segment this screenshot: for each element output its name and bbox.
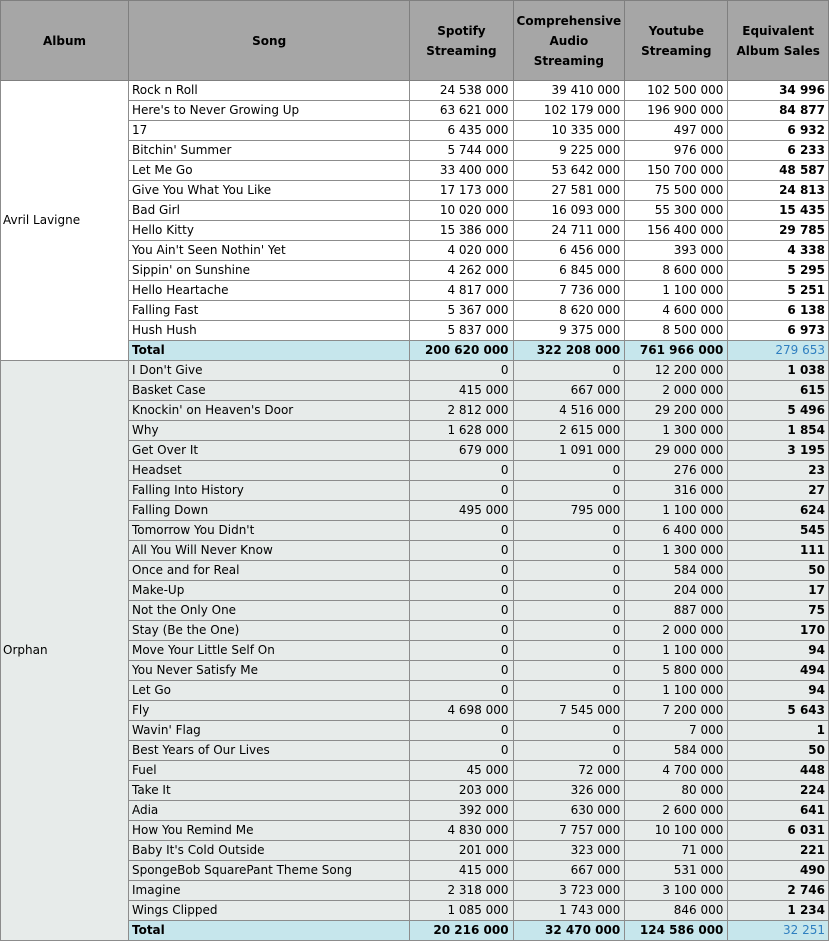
spotify-cell: 0 [410,541,513,561]
cas-cell: 24 711 000 [513,221,625,241]
youtube-cell: 4 700 000 [625,761,728,781]
cas-cell: 53 642 000 [513,161,625,181]
spotify-cell: 1 628 000 [410,421,513,441]
spotify-cell: 1 085 000 [410,901,513,921]
song-cell: Move Your Little Self On [128,641,409,661]
spotify-cell: 0 [410,621,513,641]
eas-cell: 6 233 [728,141,829,161]
eas-cell: 6 973 [728,321,829,341]
spotify-cell: 5 367 000 [410,301,513,321]
youtube-cell: 5 800 000 [625,661,728,681]
youtube-cell: 6 400 000 [625,521,728,541]
eas-cell: 6 031 [728,821,829,841]
song-cell: Imagine [128,881,409,901]
spotify-cell: 0 [410,641,513,661]
youtube-header: Youtube Streaming [625,1,728,81]
youtube-cell: 75 500 000 [625,181,728,201]
youtube-cell: 976 000 [625,141,728,161]
spotify-cell: 17 173 000 [410,181,513,201]
youtube-cell: 204 000 [625,581,728,601]
song-cell: Not the Only One [128,601,409,621]
cas-cell: 72 000 [513,761,625,781]
cas-cell: 7 545 000 [513,701,625,721]
spotify-cell: 201 000 [410,841,513,861]
eas-header: Equivalent Album Sales [728,1,829,81]
song-cell: Why [128,421,409,441]
eas-cell: 1 234 [728,901,829,921]
youtube-cell: 8 500 000 [625,321,728,341]
youtube-cell: 316 000 [625,481,728,501]
song-cell: All You Will Never Know [128,541,409,561]
eas-cell: 50 [728,741,829,761]
song-cell: Hello Kitty [128,221,409,241]
song-cell: Hello Heartache [128,281,409,301]
cas-cell: 9 225 000 [513,141,625,161]
youtube-cell: 124 586 000 [625,921,728,941]
youtube-cell: 887 000 [625,601,728,621]
spotify-cell: 5 744 000 [410,141,513,161]
spotify-cell: 0 [410,361,513,381]
song-cell: Knockin' on Heaven's Door [128,401,409,421]
spotify-cell: 200 620 000 [410,341,513,361]
song-cell: Tomorrow You Didn't [128,521,409,541]
eas-cell: 170 [728,621,829,641]
song-cell: Stay (Be the One) [128,621,409,641]
youtube-cell: 531 000 [625,861,728,881]
song-cell: Hush Hush [128,321,409,341]
cas-cell: 9 375 000 [513,321,625,341]
cas-cell: 323 000 [513,841,625,861]
cas-cell: 32 470 000 [513,921,625,941]
song-cell: Bitchin' Summer [128,141,409,161]
cas-cell: 0 [513,641,625,661]
cas-cell: 8 620 000 [513,301,625,321]
eas-cell: 5 251 [728,281,829,301]
eas-cell: 24 813 [728,181,829,201]
eas-cell: 279 653 [728,341,829,361]
eas-cell: 32 251 [728,921,829,941]
cas-cell: 102 179 000 [513,101,625,121]
song-cell: Rock n Roll [128,81,409,101]
cas-cell: 0 [513,541,625,561]
cas-cell: 0 [513,721,625,741]
eas-cell: 1 038 [728,361,829,381]
eas-cell: 50 [728,561,829,581]
youtube-cell: 393 000 [625,241,728,261]
youtube-cell: 196 900 000 [625,101,728,121]
song-cell: 17 [128,121,409,141]
youtube-cell: 12 200 000 [625,361,728,381]
total-label: Total [128,341,409,361]
song-cell: Falling Into History [128,481,409,501]
youtube-cell: 7 000 [625,721,728,741]
album-header: Album [1,1,129,81]
eas-cell: 48 587 [728,161,829,181]
youtube-cell: 1 100 000 [625,501,728,521]
cas-cell: 0 [513,661,625,681]
eas-cell: 34 996 [728,81,829,101]
spotify-cell: 392 000 [410,801,513,821]
spotify-cell: 63 621 000 [410,101,513,121]
eas-cell: 641 [728,801,829,821]
youtube-cell: 29 000 000 [625,441,728,461]
spotify-cell: 0 [410,481,513,501]
youtube-cell: 8 600 000 [625,261,728,281]
spotify-cell: 0 [410,661,513,681]
eas-cell: 27 [728,481,829,501]
table-row [1,81,829,101]
song-cell: Once and for Real [128,561,409,581]
song-cell: Wavin' Flag [128,721,409,741]
song-cell: Here's to Never Growing Up [128,101,409,121]
song-cell: Baby It's Cold Outside [128,841,409,861]
youtube-cell: 1 300 000 [625,421,728,441]
spotify-cell: 4 830 000 [410,821,513,841]
spotify-cell: 0 [410,681,513,701]
eas-cell: 5 496 [728,401,829,421]
spotify-cell: 0 [410,521,513,541]
song-cell: Basket Case [128,381,409,401]
total-label: Total [128,921,409,941]
song-cell: Falling Down [128,501,409,521]
cas-cell: 0 [513,581,625,601]
eas-cell: 15 435 [728,201,829,221]
cas-cell: 667 000 [513,861,625,881]
cas-cell: 1 091 000 [513,441,625,461]
cas-cell: 795 000 [513,501,625,521]
cas-cell: 3 723 000 [513,881,625,901]
youtube-cell: 2 000 000 [625,621,728,641]
spotify-cell: 4 262 000 [410,261,513,281]
eas-cell: 224 [728,781,829,801]
song-cell: Adia [128,801,409,821]
eas-cell: 615 [728,381,829,401]
song-cell: Let Me Go [128,161,409,181]
cas-cell: 0 [513,741,625,761]
eas-cell: 490 [728,861,829,881]
eas-cell: 84 877 [728,101,829,121]
spotify-cell: 4 698 000 [410,701,513,721]
youtube-cell: 150 700 000 [625,161,728,181]
eas-cell: 3 195 [728,441,829,461]
youtube-cell: 1 100 000 [625,641,728,661]
cas-cell: 630 000 [513,801,625,821]
eas-cell: 6 932 [728,121,829,141]
cas-cell: 39 410 000 [513,81,625,101]
spotify-cell: 45 000 [410,761,513,781]
youtube-cell: 584 000 [625,741,728,761]
song-cell: Falling Fast [128,301,409,321]
cas-cell: 16 093 000 [513,201,625,221]
spotify-cell: 495 000 [410,501,513,521]
spotify-cell: 203 000 [410,781,513,801]
spotify-cell: 20 216 000 [410,921,513,941]
spotify-cell: 415 000 [410,861,513,881]
youtube-cell: 3 100 000 [625,881,728,901]
youtube-cell: 156 400 000 [625,221,728,241]
album-name: Avril Lavigne [1,81,129,361]
spotify-cell: 0 [410,721,513,741]
cas-cell: 7 757 000 [513,821,625,841]
youtube-cell: 761 966 000 [625,341,728,361]
song-cell: Best Years of Our Lives [128,741,409,761]
cas-cell: 0 [513,461,625,481]
cas-cell: 0 [513,681,625,701]
spotify-cell: 0 [410,741,513,761]
cas-cell: 0 [513,601,625,621]
eas-cell: 624 [728,501,829,521]
song-cell: Give You What You Like [128,181,409,201]
song-cell: Fly [128,701,409,721]
cas-cell: 27 581 000 [513,181,625,201]
cas-cell: 0 [513,481,625,501]
youtube-cell: 102 500 000 [625,81,728,101]
cas-cell: 1 743 000 [513,901,625,921]
song-cell: How You Remind Me [128,821,409,841]
header-row [1,1,829,81]
eas-cell: 29 785 [728,221,829,241]
spotify-cell: 24 538 000 [410,81,513,101]
song-cell: I Don't Give [128,361,409,381]
song-cell: Bad Girl [128,201,409,221]
spotify-cell: 0 [410,601,513,621]
spotify-cell: 2 318 000 [410,881,513,901]
spotify-cell: 0 [410,561,513,581]
song-cell: Sippin' on Sunshine [128,261,409,281]
eas-cell: 6 138 [728,301,829,321]
eas-cell: 94 [728,681,829,701]
album-group-avril-lavigne [1,81,829,361]
youtube-cell: 55 300 000 [625,201,728,221]
spotify-cell: 0 [410,461,513,481]
eas-cell: 75 [728,601,829,621]
song-header: Song [128,1,409,81]
song-cell: Wings Clipped [128,901,409,921]
cas-cell: 326 000 [513,781,625,801]
album-group-orphan [1,361,829,941]
youtube-cell: 276 000 [625,461,728,481]
spotify-cell: 4 020 000 [410,241,513,261]
eas-cell: 111 [728,541,829,561]
song-cell: You Never Satisfy Me [128,661,409,681]
cas-cell: 4 516 000 [513,401,625,421]
eas-cell: 94 [728,641,829,661]
eas-cell: 221 [728,841,829,861]
eas-cell: 23 [728,461,829,481]
youtube-cell: 80 000 [625,781,728,801]
cas-cell: 322 208 000 [513,341,625,361]
spotify-cell: 33 400 000 [410,161,513,181]
song-cell: Make-Up [128,581,409,601]
eas-cell: 1 [728,721,829,741]
youtube-cell: 1 300 000 [625,541,728,561]
spotify-cell: 679 000 [410,441,513,461]
spotify-cell: 4 817 000 [410,281,513,301]
song-cell: Get Over It [128,441,409,461]
youtube-cell: 4 600 000 [625,301,728,321]
spotify-cell: 6 435 000 [410,121,513,141]
song-cell: SpongeBob SquarePant Theme Song [128,861,409,881]
cas-cell: 6 456 000 [513,241,625,261]
cas-cell: 0 [513,621,625,641]
youtube-cell: 846 000 [625,901,728,921]
youtube-cell: 29 200 000 [625,401,728,421]
spotify-cell: 2 812 000 [410,401,513,421]
cas-cell: 0 [513,521,625,541]
song-cell: Headset [128,461,409,481]
cas-cell: 7 736 000 [513,281,625,301]
cas-cell: 667 000 [513,381,625,401]
youtube-cell: 497 000 [625,121,728,141]
spotify-header: Spotify Streaming [410,1,513,81]
youtube-cell: 2 000 000 [625,381,728,401]
youtube-cell: 584 000 [625,561,728,581]
cas-header: Comprehensive Audio Streaming [513,1,625,81]
cas-cell: 10 335 000 [513,121,625,141]
spotify-cell: 15 386 000 [410,221,513,241]
eas-cell: 2 746 [728,881,829,901]
song-cell: Take It [128,781,409,801]
eas-cell: 17 [728,581,829,601]
spotify-cell: 0 [410,581,513,601]
song-cell: You Ain't Seen Nothin' Yet [128,241,409,261]
eas-cell: 545 [728,521,829,541]
cas-cell: 0 [513,361,625,381]
spotify-cell: 10 020 000 [410,201,513,221]
youtube-cell: 10 100 000 [625,821,728,841]
youtube-cell: 2 600 000 [625,801,728,821]
eas-cell: 4 338 [728,241,829,261]
spotify-cell: 415 000 [410,381,513,401]
youtube-cell: 1 100 000 [625,681,728,701]
song-cell: Fuel [128,761,409,781]
album-name: Orphan [1,361,129,941]
cas-cell: 6 845 000 [513,261,625,281]
song-cell: Let Go [128,681,409,701]
eas-cell: 5 643 [728,701,829,721]
cas-cell: 2 615 000 [513,421,625,441]
spotify-cell: 5 837 000 [410,321,513,341]
table-row [1,361,829,381]
cas-cell: 0 [513,561,625,581]
youtube-cell: 7 200 000 [625,701,728,721]
eas-cell: 1 854 [728,421,829,441]
youtube-cell: 71 000 [625,841,728,861]
eas-cell: 448 [728,761,829,781]
eas-cell: 5 295 [728,261,829,281]
youtube-cell: 1 100 000 [625,281,728,301]
eas-cell: 494 [728,661,829,681]
